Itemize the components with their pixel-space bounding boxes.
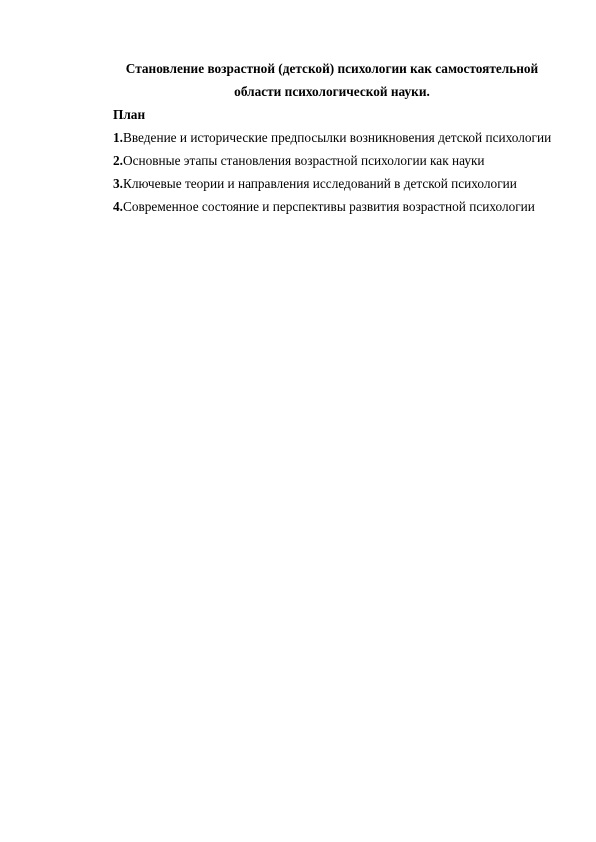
document-title	[85, 57, 555, 103]
plan-item-1	[85, 126, 555, 149]
plan-item-2	[85, 149, 555, 172]
plan-heading: План	[113, 107, 146, 122]
plan-item-number: 2.	[113, 153, 123, 168]
title-line-2: области психологической науки.	[234, 84, 430, 99]
plan-item-number: 3.	[113, 176, 123, 191]
plan-item-3	[85, 172, 555, 195]
document-content	[85, 57, 555, 218]
plan-item-number: 1.	[113, 130, 123, 145]
plan-item-text: Ключевые теории и направления исследований в детской психологии	[122, 176, 517, 191]
plan-item-text: Современное состояние и перспективы развития возрастной психологии	[122, 199, 535, 214]
title-line-1: Становление возрастной (детской) психологии как самостоятельной	[125, 61, 539, 76]
plan-item-4	[85, 195, 555, 218]
plan-item-number: 4.	[113, 199, 123, 214]
plan-item-text: Введение и исторические предпосылки возникновения детской психологии	[122, 130, 552, 145]
plan-list	[85, 126, 555, 218]
plan-item-text: Основные этапы становления возрастной психологии как науки	[122, 153, 485, 168]
